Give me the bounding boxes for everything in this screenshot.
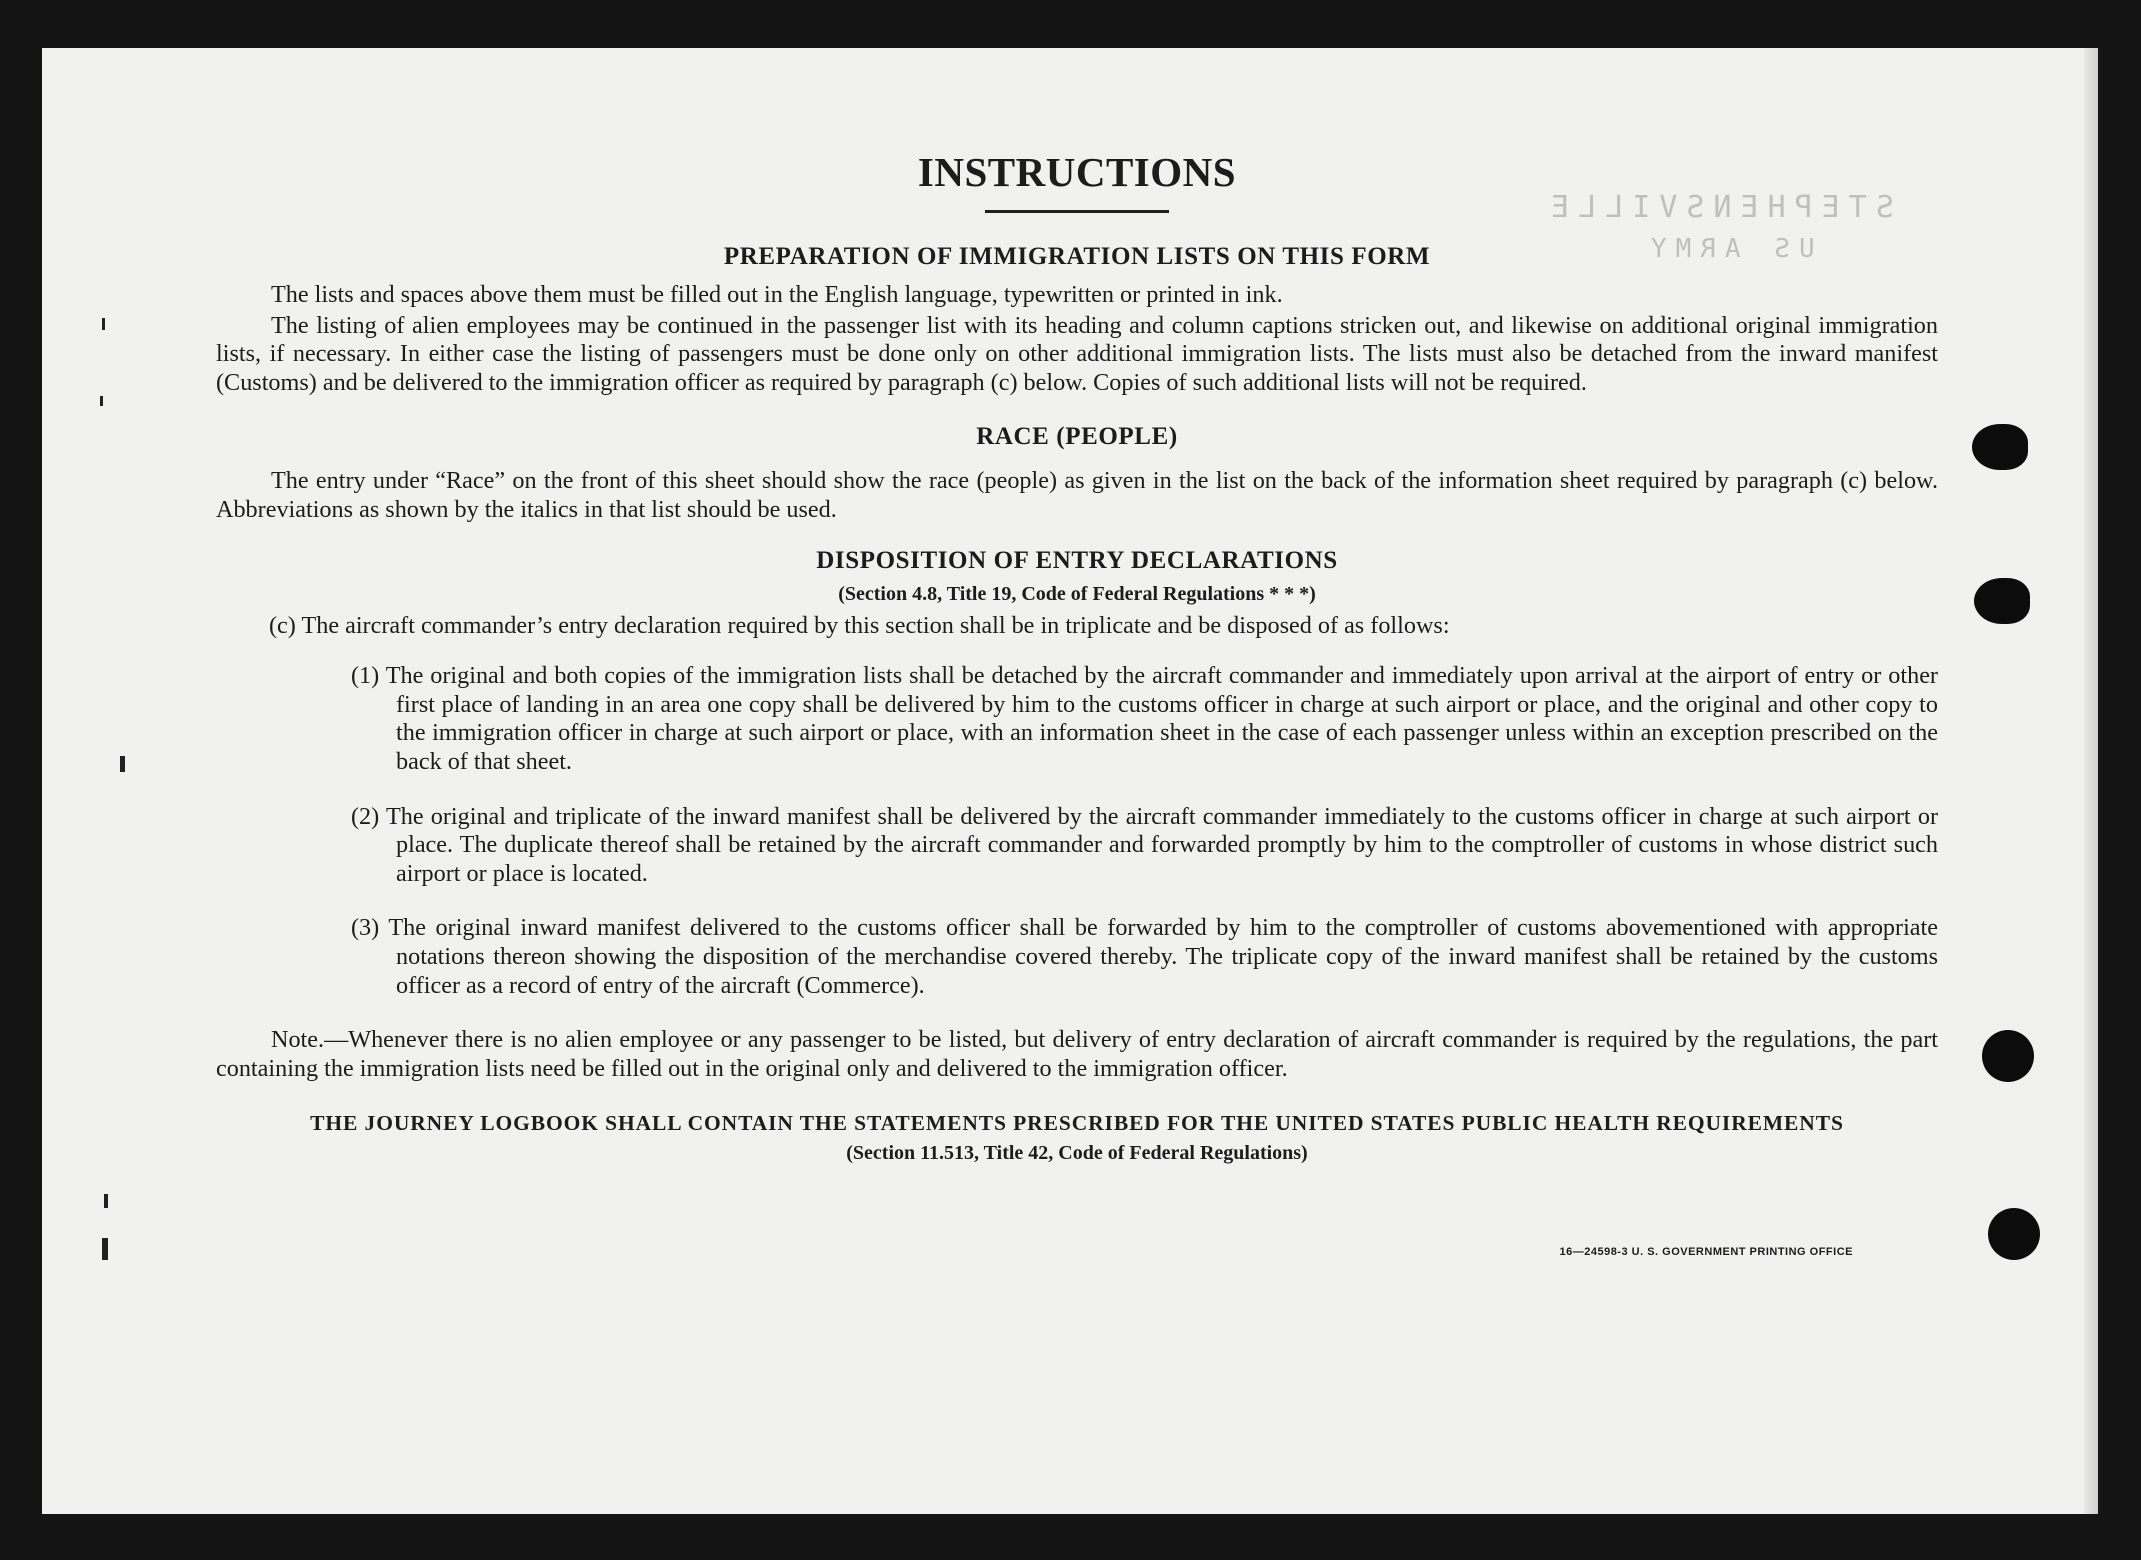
citation-title-42: (Section 11.513, Title 42, Code of Federal Regulations) <box>846 1142 1308 1165</box>
instructions-body <box>216 96 1938 1165</box>
paragraph-race-entry: The entry under “Race” on the front of this sheet should show the race (people) as given in the list on the back of the information sheet required by paragraph (c) below. Abbreviations as shown by the italics in that list should be used. <box>216 467 1938 523</box>
note-paragraph: Note.—Whenever there is no alien employee or any passenger to be listed, but delivery of entry declaration of aircraft commander is required by the regulations, the part containing the immigration lists need be filled out in the original only and delivered to the immigration officer. <box>216 1026 1938 1082</box>
bleed-through-text: STEPHENSVILLE <box>1542 190 1894 225</box>
page-title: INSTRUCTIONS <box>917 149 1237 195</box>
item-3: (3) The original inward manifest delivered to the customs officer shall be forwarded by him to the comptroller of customs abovementioned with appropriate notations thereon showing the disposition of the merchandise covered thereby. The triplicate copy of the inward manifest shall be retained by the customs officer as a record of entry of the aircraft (Commerce). <box>351 914 1938 999</box>
page-edge-shadow <box>2084 48 2098 1514</box>
margin-mark <box>102 1238 108 1260</box>
margin-mark <box>100 396 103 406</box>
punch-hole <box>1982 1030 2034 1082</box>
punch-hole <box>1974 578 2030 624</box>
margin-mark <box>104 1194 108 1208</box>
printer-imprint: 16—24598-3 U. S. GOVERNMENT PRINTING OFFICE <box>1559 1246 1853 1258</box>
clause-c: (c) The aircraft commander’s entry declaration required by this section shall be in triplicate and be disposed of as follows: <box>269 611 1450 639</box>
section-heading-race: RACE (PEOPLE) <box>976 423 1178 451</box>
health-requirements-line: THE JOURNEY LOGBOOK SHALL CONTAIN THE STATEMENTS PRESCRIBED FOR THE UNITED STATES PUBLIC HEALTH REQUIREMENTS <box>310 1111 1844 1136</box>
title-rule <box>985 210 1169 213</box>
item-2: (2) The original and triplicate of the inward manifest shall be delivered by the aircraft commander immediately to the customs officer in charge at such airport or place. The duplicate thereof shall be retained by the aircraft commander and forwarded promptly by him to the comptroller of customs in whose district such airport or place is located. <box>351 802 1938 887</box>
section-heading-immigration-lists: PREPARATION OF IMMIGRATION LISTS ON THIS FORM <box>723 243 1431 270</box>
section-heading-disposition: DISPOSITION OF ENTRY DECLARATIONS <box>816 546 1338 574</box>
margin-mark <box>102 318 105 330</box>
punch-hole <box>1972 424 2028 470</box>
document-sheet <box>42 48 2098 1514</box>
item-1: (1) The original and both copies of the immigration lists shall be detached by the aircraft commander and immediately upon arrival at the airport of entry or other first place of landing in an area one copy shall be delivered by him to the customs officer in charge at such airport or place, and the original and other copy to the immigration officer in charge at such airport or place, with an information sheet in the case of each passenger unless within an exception prescribed on the back of that sheet. <box>351 662 1938 775</box>
citation-title-19: (Section 4.8, Title 19, Code of Federal Regulations * * *) <box>838 582 1316 605</box>
bleed-through-text: US ARMY <box>1642 234 1815 264</box>
punch-hole <box>1988 1208 2040 1260</box>
paragraph-english-language: The lists and spaces above them must be filled out in the English language, typewritten or printed in ink. <box>271 281 1283 308</box>
margin-mark <box>120 756 125 772</box>
paragraph-alien-employees: The listing of alien employees may be continued in the passenger list with its heading and column captions stricken out, and likewise on additional original immigration lists, if necessary. In either case the listing of passengers must be done only on other additional immigration lists. The lists must also be detached from the inward manifest (Customs) and be delivered to the immigration officer as required by paragraph (c) below. Copies of such additional lists will not be required. <box>216 311 1938 396</box>
